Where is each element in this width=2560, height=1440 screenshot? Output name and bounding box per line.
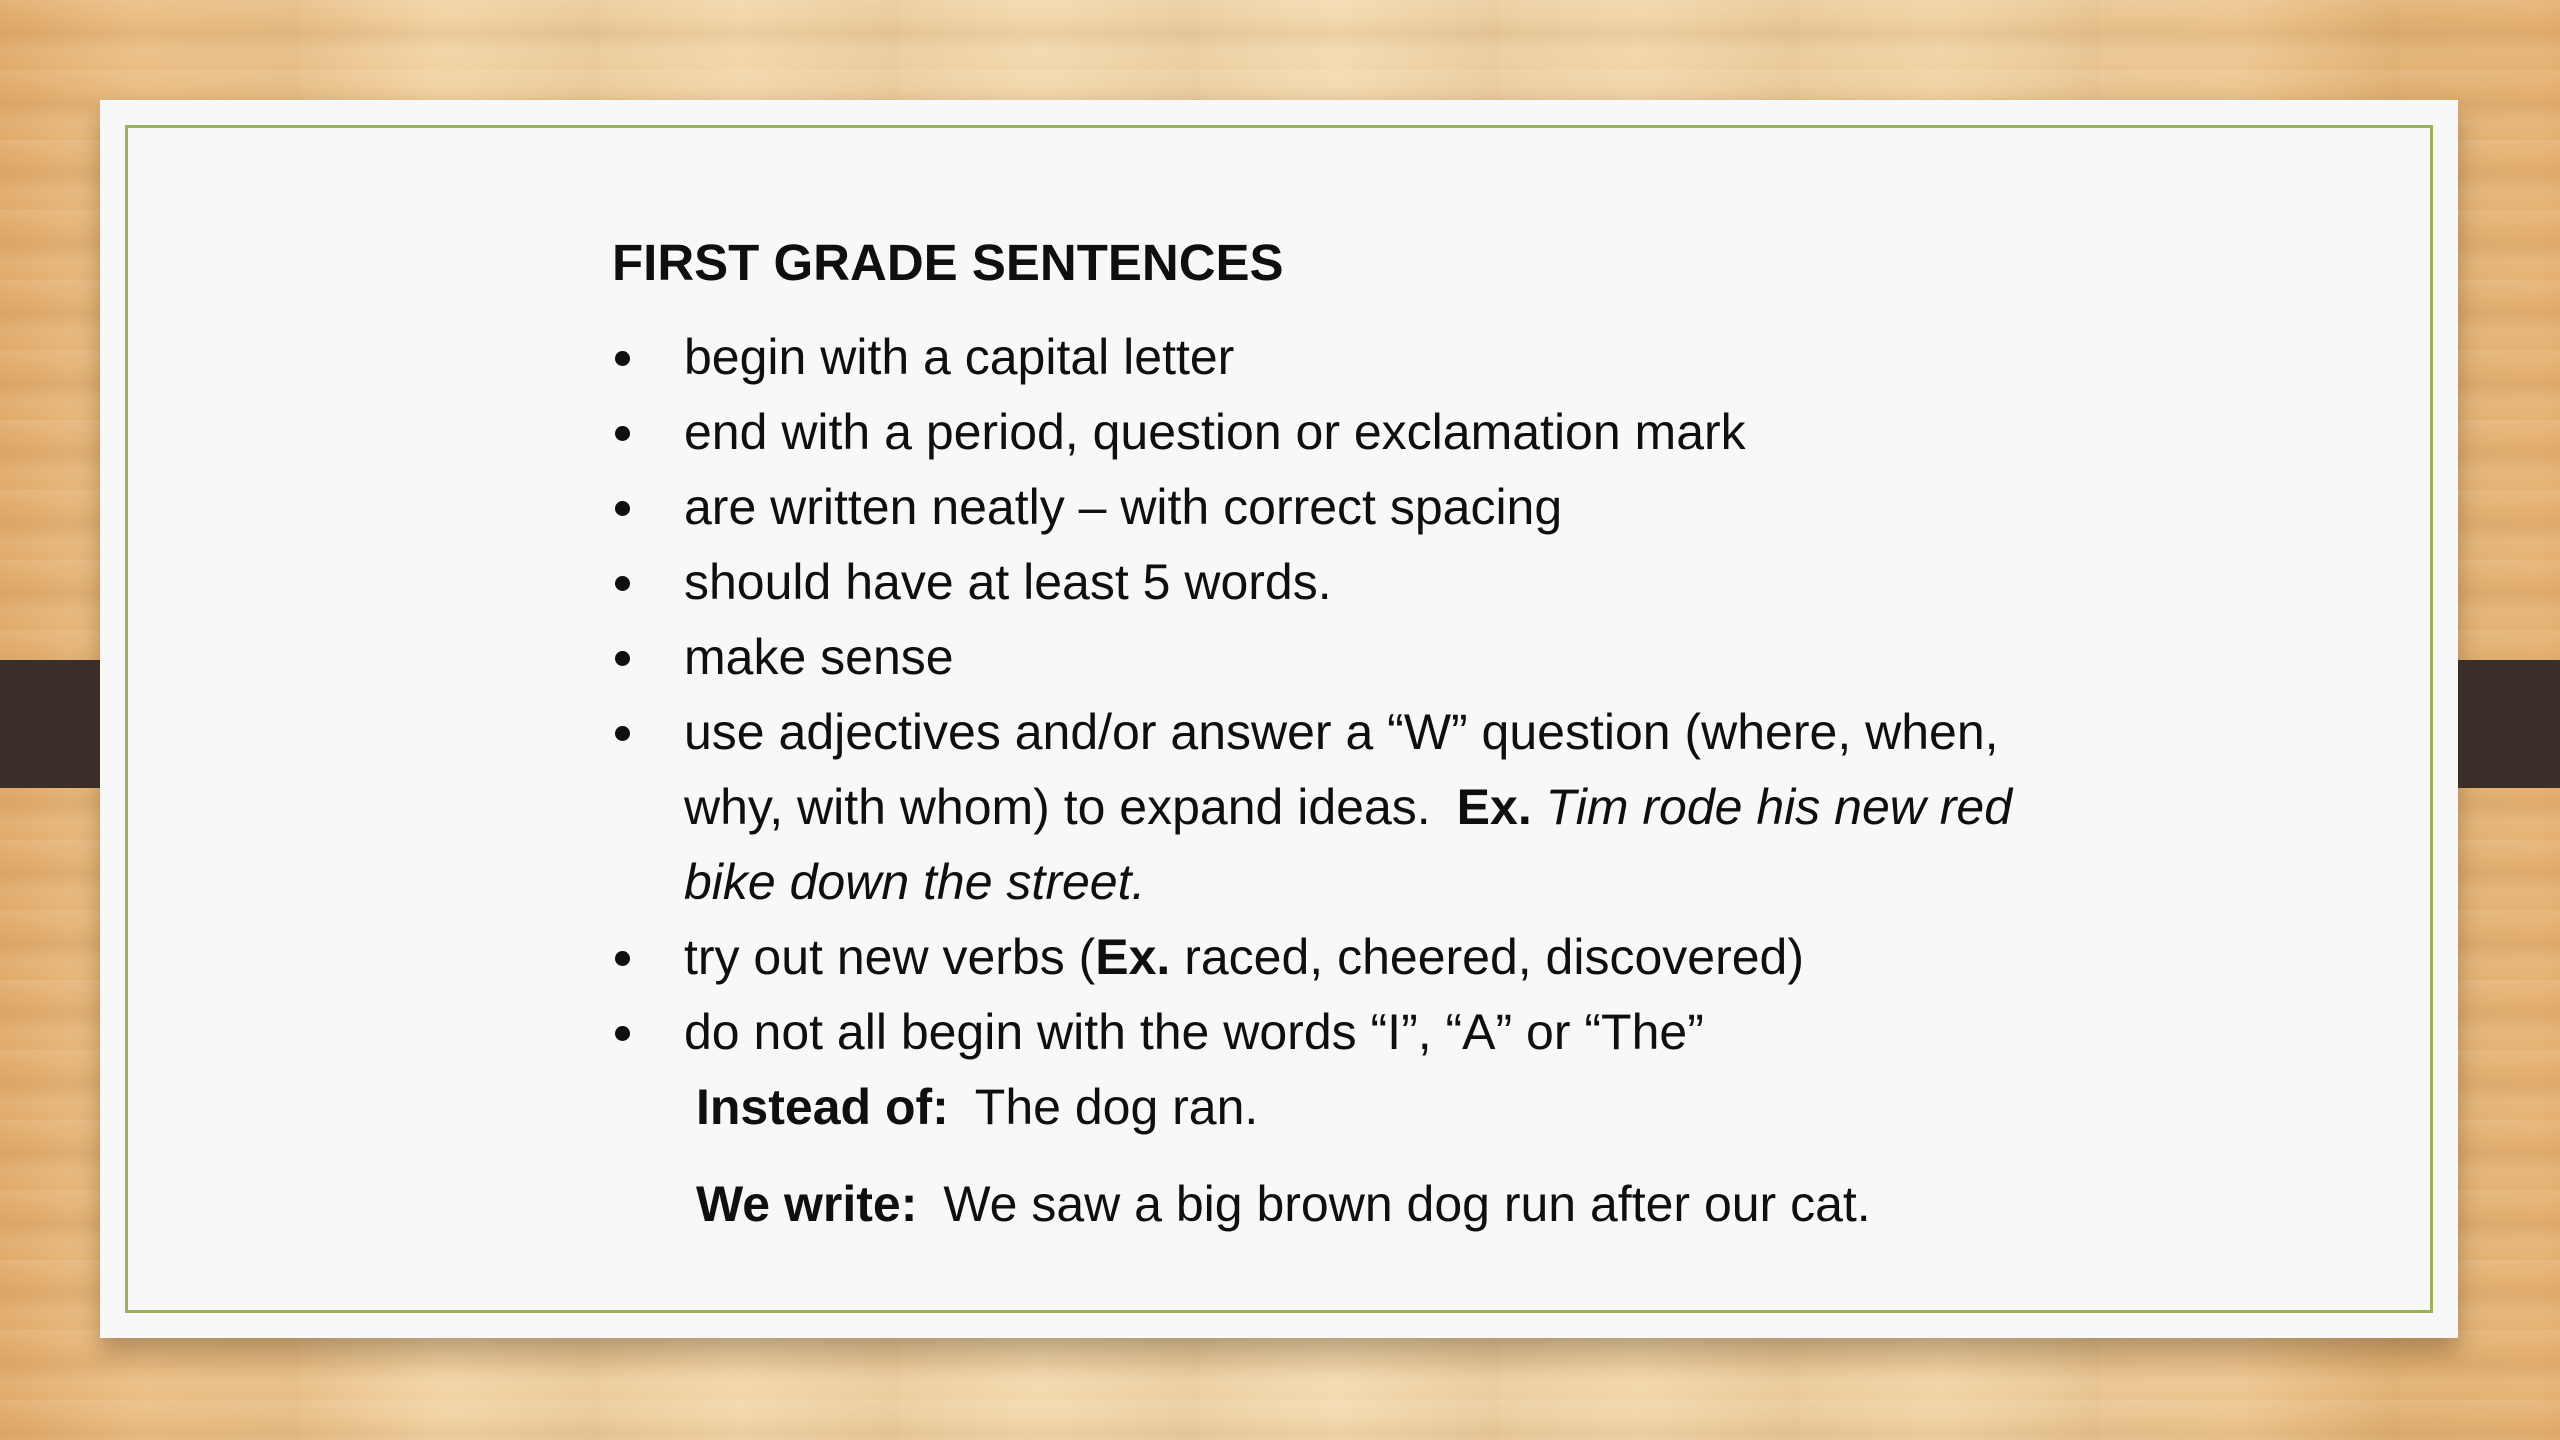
slide-content: [612, 228, 2032, 1242]
instead-of-line: [612, 1070, 2032, 1145]
instead-of-text: The dog ran.: [974, 1079, 1259, 1135]
list-item-begin-words: [612, 995, 2032, 1070]
list-item-text: end with a period, question or exclamation mark: [684, 404, 1746, 460]
rules-list: [612, 320, 2032, 1070]
we-write-text: We saw a big brown dog run after our cat.: [943, 1176, 1871, 1232]
we-write-label: We write:: [696, 1176, 918, 1232]
list-item-adjectives: [612, 695, 2032, 920]
instead-of-label: Instead of:: [696, 1079, 949, 1135]
verbs-prefix: try out new verbs (: [684, 929, 1096, 985]
adjectives-text: use adjectives and/or answer a “W” question (where, when, why, with whom) to expand ideas.: [684, 704, 1999, 835]
begin-words-text: do not all begin with the words “I”, “A” or “The”: [684, 1004, 1704, 1060]
slide-title: FIRST GRADE SENTENCES: [612, 234, 1284, 291]
list-item-text: begin with a capital letter: [684, 329, 1235, 385]
list-item: [612, 395, 2032, 470]
list-item: [612, 320, 2032, 395]
example-label: Ex.: [1095, 929, 1171, 985]
example-sentence: Tim rode his new red bike down the street.: [684, 779, 2013, 910]
list-item-verbs: [612, 920, 2032, 995]
list-item: [612, 470, 2032, 545]
verbs-suffix: raced, cheered, discovered): [1170, 929, 1804, 985]
example-label: Ex.: [1456, 779, 1532, 835]
list-item-text: make sense: [684, 629, 954, 685]
list-item-text: should have at least 5 words.: [684, 554, 1332, 610]
list-item: [612, 620, 2032, 695]
we-write-line: [612, 1167, 2032, 1242]
list-item: [612, 545, 2032, 620]
list-item-text: are written neatly – with correct spacing: [684, 479, 1563, 535]
